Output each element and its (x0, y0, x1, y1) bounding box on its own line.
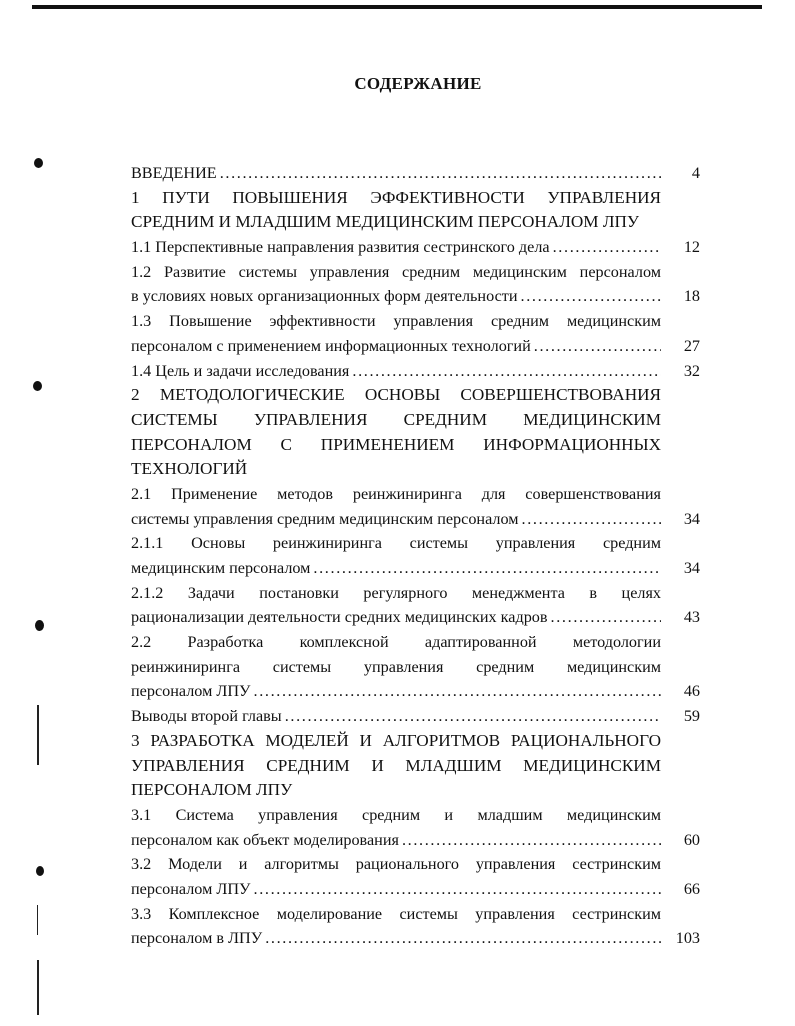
dot-leader (522, 507, 661, 532)
toc-entry[interactable] (131, 630, 700, 704)
dot-leader (521, 284, 661, 309)
toc-entry-line (131, 556, 661, 581)
toc-entry[interactable] (131, 359, 700, 384)
toc-page-number: 59 (683, 707, 700, 726)
toc-entry-line: 1.3 Повышение эффективности управления средним медицинским (131, 312, 661, 331)
top-border-rule (32, 5, 762, 9)
toc-entry-text: Выводы второй главы (131, 707, 282, 726)
toc-entry-line (131, 284, 661, 309)
toc-page-number: 60 (683, 830, 700, 849)
toc-chapter-heading[interactable] (131, 383, 700, 482)
toc-entry-line (131, 926, 661, 951)
toc-entry-text: персоналом ЛПУ (131, 879, 251, 898)
toc-entry-text: персоналом в ЛПУ (131, 929, 263, 948)
toc-entry-line: 3.3 Комплексное моделирование системы управления сестринским (131, 904, 661, 923)
toc-page-number: 34 (683, 509, 700, 528)
toc-page-number: 4 (691, 164, 700, 182)
toc-entry-line (131, 679, 661, 704)
toc-entry-line (131, 507, 661, 532)
dot-leader (254, 877, 662, 902)
toc-entry-text: ВВЕДЕНИЕ (131, 164, 217, 182)
toc-entry-text: системы управления средним медицинским персоналом (131, 509, 519, 528)
toc-chapter-heading[interactable] (131, 729, 700, 803)
toc-entry[interactable] (131, 704, 700, 729)
toc-entry-line (131, 161, 661, 186)
table-of-contents (131, 161, 700, 951)
toc-page-number: 43 (683, 608, 700, 627)
toc-page-number: 27 (683, 336, 700, 355)
toc-heading-line: ПЕРСОНАЛОМ С ПРИМЕНЕНИЕМ ИНФОРМАЦИОННЫХ (131, 434, 661, 454)
dot-leader (220, 161, 661, 186)
toc-entry[interactable] (131, 902, 700, 951)
toc-heading-line: ПЕРСОНАЛОМ ЛПУ (131, 780, 293, 800)
toc-entry-line (131, 235, 661, 260)
toc-entry-text: 1.4 Цель и задачи исследования (131, 361, 350, 380)
toc-entry-line: 3.2 Модели и алгоритмы рационального управления сестринским (131, 855, 661, 874)
margin-bullet (36, 866, 44, 876)
toc-entry-line: реинжиниринга системы управления средним медицинским (131, 657, 661, 676)
toc-heading-line: ТЕХНОЛОГИЙ (131, 459, 248, 479)
margin-scan-line (37, 905, 38, 935)
toc-entry-line: 1.2 Развитие системы управления средним медицинским персоналом (131, 262, 661, 281)
toc-entry-line (131, 828, 661, 853)
dot-leader (551, 605, 661, 630)
toc-page-number: 103 (675, 929, 700, 948)
toc-chapter-heading[interactable] (131, 186, 700, 235)
toc-entry-text: медицинским персоналом (131, 559, 311, 577)
dot-leader (352, 359, 661, 384)
toc-heading-line: УПРАВЛЕНИЯ СРЕДНИМ И МЛАДШИМ МЕДИЦИНСКИМ (131, 755, 661, 775)
toc-entry-line (131, 359, 661, 384)
toc-heading-line: СРЕДНИМ И МЛАДШИМ МЕДИЦИНСКИМ ПЕРСОНАЛОМ ЛПУ (131, 212, 640, 232)
toc-entry-line: 2.1.1 Основы реинжиниринга системы управления средним (131, 534, 661, 553)
toc-heading-line: 1 ПУТИ ПОВЫШЕНИЯ ЭФФЕКТИВНОСТИ УПРАВЛЕНИЯ (131, 187, 661, 207)
dot-leader (534, 334, 661, 359)
dot-leader (254, 679, 662, 704)
toc-entry-line (131, 605, 661, 630)
dot-leader (402, 828, 661, 853)
toc-page-number: 66 (683, 879, 700, 898)
dot-leader (553, 235, 661, 260)
margin-scan-line (37, 960, 39, 1015)
toc-entry-text: персоналом ЛПУ (131, 682, 251, 701)
margin-bullet (34, 158, 43, 168)
toc-entry[interactable] (131, 482, 700, 531)
margin-scan-line (37, 705, 39, 765)
toc-entry[interactable] (131, 161, 700, 186)
toc-entry-line (131, 704, 661, 729)
toc-page-number: 34 (683, 559, 700, 577)
toc-entry[interactable] (131, 309, 700, 358)
toc-entry[interactable] (131, 803, 700, 852)
toc-entry-text: персоналом с применением информационных технологий (131, 336, 531, 355)
toc-heading-line: 2 МЕТОДОЛОГИЧЕСКИЕ ОСНОВЫ СОВЕРШЕНСТВОВАНИЯ (131, 385, 661, 405)
toc-entry-line: 2.2 Разработка комплексной адаптированной методологии (131, 633, 661, 652)
toc-entry[interactable] (131, 235, 700, 260)
toc-entry-text: в условиях новых организационных форм деятельности (131, 287, 518, 306)
toc-entry-line (131, 334, 661, 359)
toc-entry-line: 3.1 Система управления средним и младшим медицинским (131, 805, 661, 824)
toc-entry-line (131, 877, 661, 902)
toc-entry-line: 2.1.2 Задачи постановки регулярного менеджмента в целях (131, 583, 661, 602)
toc-heading-line: 3 РАЗРАБОТКА МОДЕЛЕЙ И АЛГОРИТМОВ РАЦИОНАЛЬНОГО (131, 730, 661, 750)
toc-entry-line: 2.1 Применение методов реинжиниринга для совершенствования (131, 484, 661, 503)
margin-bullet (33, 381, 42, 391)
toc-entry[interactable] (131, 581, 700, 630)
toc-page-number: 32 (683, 361, 700, 380)
toc-page-number: 12 (683, 238, 700, 257)
toc-page-number: 46 (683, 682, 700, 701)
margin-bullet (35, 620, 44, 631)
toc-entry[interactable] (131, 531, 700, 580)
toc-entry-text: 1.1 Перспективные направления развития сестринского дела (131, 238, 550, 257)
dot-leader (265, 926, 661, 951)
toc-entry-text: рационализации деятельности средних медицинских кадров (131, 608, 548, 627)
dot-leader (285, 704, 661, 729)
toc-entry[interactable] (131, 260, 700, 309)
toc-page-number: 18 (683, 287, 700, 306)
toc-heading-line: СИСТЕМЫ УПРАВЛЕНИЯ СРЕДНИМ МЕДИЦИНСКИМ (131, 409, 661, 429)
toc-entry-text: персоналом как объект моделирования (131, 830, 399, 849)
toc-entry[interactable] (131, 852, 700, 901)
dot-leader (313, 556, 661, 581)
page-title: СОДЕРЖАНИЕ (354, 74, 482, 93)
